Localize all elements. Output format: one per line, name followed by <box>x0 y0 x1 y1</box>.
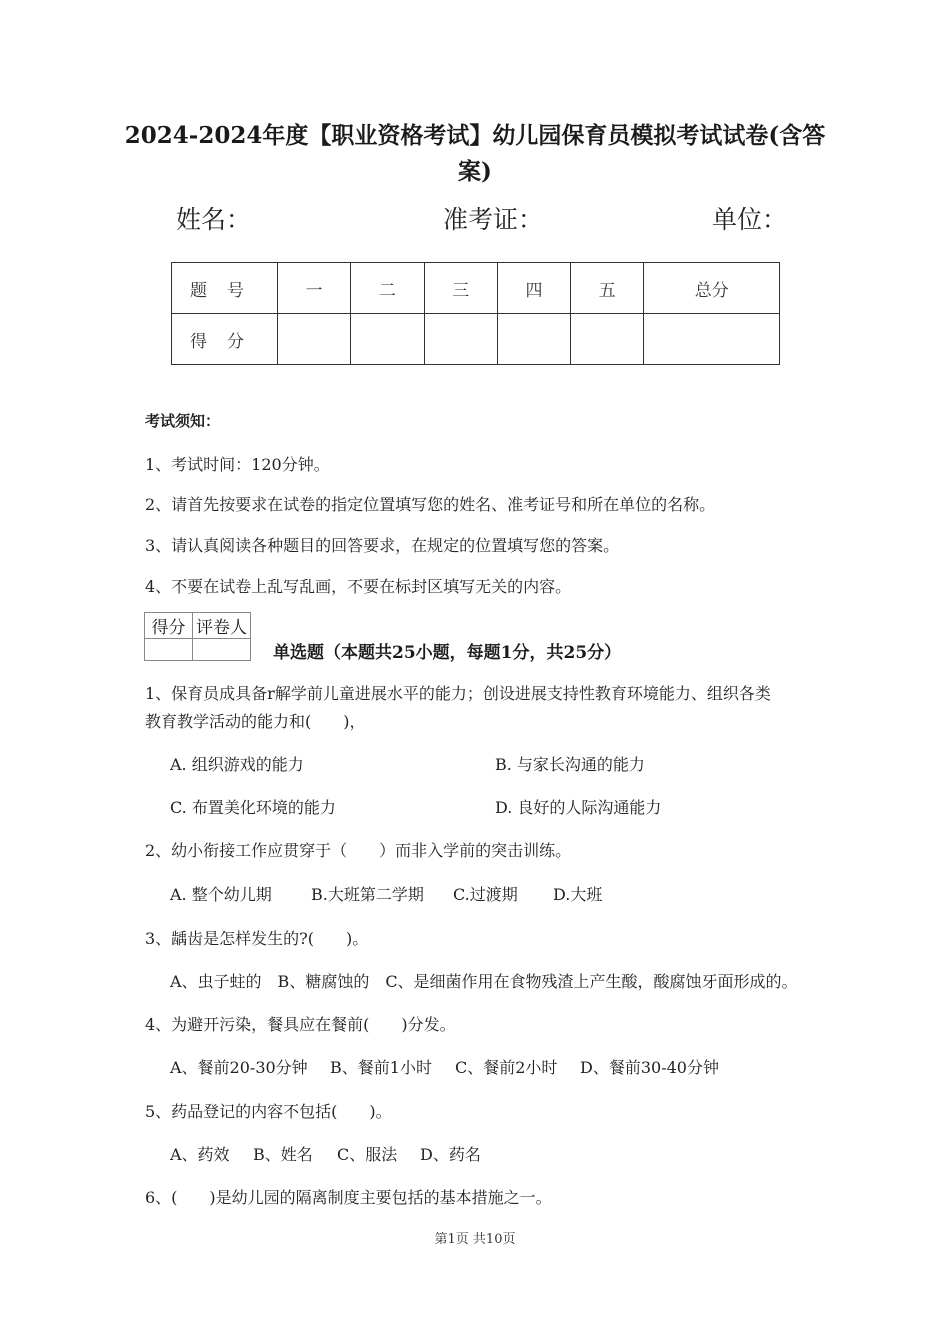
score-cell[interactable] <box>497 314 570 365</box>
q4-option-d: D、餐前30-40分钟 <box>580 1058 719 1077</box>
q4-option-a: A、餐前20-30分钟 <box>170 1058 308 1077</box>
name-field-label: 姓名： <box>176 205 252 234</box>
q1-option-d: D. 良好的人际沟通能力 <box>495 798 662 817</box>
grader-score-label: 得分 <box>145 613 193 639</box>
q3-options: A、虫子蛀的 B、糖腐蚀的 C、是细菌作用在食物残渣上产生酸，酸腐蚀牙面形成的。 <box>170 972 798 991</box>
notice-item: 3、请认真阅读各种题目的回答要求，在规定的位置填写您的答案。 <box>145 536 620 555</box>
score-cell[interactable] <box>644 314 780 365</box>
score-table-header-row <box>172 263 780 314</box>
question-5-stem: 5、药品登记的内容不包括( )。 <box>145 1102 392 1121</box>
q1-option-b: B. 与家长沟通的能力 <box>495 755 645 774</box>
q5-option-d: D、药名 <box>420 1145 481 1164</box>
q1-option-a: A. 组织游戏的能力 <box>170 755 304 774</box>
title-line-1: 2024-2024年度【职业资格考试】幼儿园保育员模拟考试试卷(含答 <box>124 122 826 149</box>
score-cell[interactable] <box>278 314 351 365</box>
score-cell[interactable] <box>424 314 497 365</box>
q2-option-c: C.过渡期 <box>453 885 518 904</box>
q5-option-a: A、药效 <box>170 1145 230 1164</box>
grader-box <box>144 612 251 661</box>
exam-id-field-label: 准考证： <box>443 205 544 234</box>
question-2-stem: 2、幼小衔接工作应贯穿于（ ）而非入学前的突击训练。 <box>145 841 572 860</box>
page-title <box>120 118 830 190</box>
col-4: 四 <box>497 263 570 314</box>
question-1-line-2: 教育教学活动的能力和( )， <box>145 712 366 731</box>
question-4-stem: 4、为避开污染，餐具应在餐前( )分发。 <box>145 1015 456 1034</box>
q4-option-c: C、餐前2小时 <box>455 1058 558 1077</box>
notice-item: 4、不要在试卷上乱写乱画，不要在标封区填写无关的内容。 <box>145 577 572 596</box>
notice-item: 1、考试时间：120分钟。 <box>145 455 330 474</box>
q1-option-c: C. 布置美化环境的能力 <box>170 798 336 817</box>
col-3: 三 <box>424 263 497 314</box>
score-table <box>171 262 780 365</box>
q5-option-c: C、服法 <box>337 1145 398 1164</box>
row-label-question-number: 题号 <box>172 263 278 314</box>
col-total: 总分 <box>644 263 780 314</box>
col-2: 二 <box>351 263 424 314</box>
unit-field-label: 单位： <box>712 205 788 234</box>
q2-option-d: D.大班 <box>553 885 603 904</box>
notice-heading: 考试须知： <box>145 412 221 430</box>
q2-option-a: A. 整个幼儿期 <box>170 885 272 904</box>
grader-name-label: 评卷人 <box>193 613 251 639</box>
q4-option-b: B、餐前1小时 <box>330 1058 432 1077</box>
grader-name-cell[interactable] <box>193 639 251 661</box>
grader-score-cell[interactable] <box>145 639 193 661</box>
col-1: 一 <box>278 263 351 314</box>
score-table-score-row <box>172 314 780 365</box>
question-3-stem: 3、龋齿是怎样发生的?( )。 <box>145 929 369 948</box>
section-title: 单选题（本题共25小题，每题1分，共25分） <box>273 643 622 663</box>
notice-item: 2、请首先按要求在试卷的指定位置填写您的姓名、准考证号和所在单位的名称。 <box>145 495 716 514</box>
page-footer: 第1页 共10页 <box>434 1232 516 1247</box>
question-6-stem: 6、( )是幼儿园的隔离制度主要包括的基本措施之一。 <box>145 1188 552 1207</box>
title-line-2: 案) <box>458 158 492 185</box>
q2-option-b: B.大班第二学期 <box>311 885 424 904</box>
score-cell[interactable] <box>571 314 644 365</box>
q5-option-b: B、姓名 <box>253 1145 313 1164</box>
row-label-score: 得分 <box>172 314 278 365</box>
score-cell[interactable] <box>351 314 424 365</box>
question-1-line-1: 1、保育员成具备r解学前儿童进展水平的能力；创设进展支持性教育环境能力、组织各类 <box>145 684 771 703</box>
col-5: 五 <box>571 263 644 314</box>
